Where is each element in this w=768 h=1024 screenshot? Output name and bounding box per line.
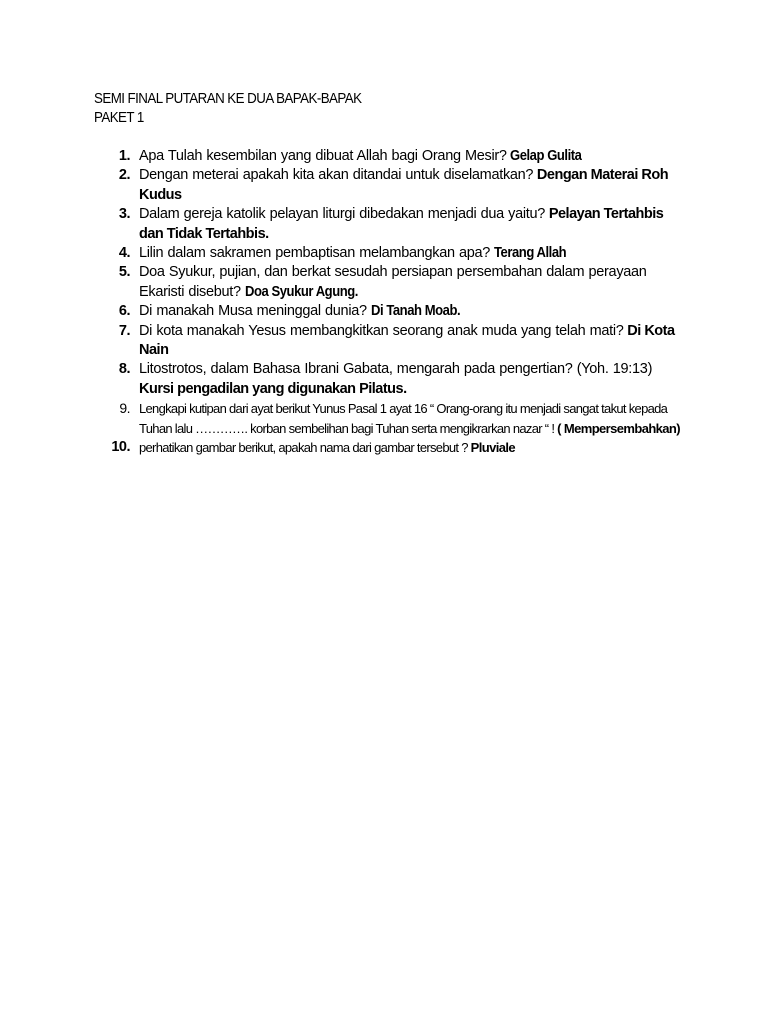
question-item-3 bbox=[106, 205, 686, 244]
question-item-5 bbox=[106, 263, 686, 302]
question-text: perhatikan gambar berikut, apakah nama dari gambar tersebut ? bbox=[139, 440, 468, 456]
question-number: 5. bbox=[118, 264, 130, 281]
answer-text: Di Tanah Moab. bbox=[370, 303, 460, 320]
answer-text: ( Mempersembahkan) bbox=[557, 420, 681, 436]
question-number: 10. bbox=[111, 439, 130, 456]
question-item-8 bbox=[106, 360, 686, 399]
answer-text: Terang Allah bbox=[493, 245, 566, 262]
question-text: Lilin dalam sakramen pembaptisan melambangkan apa? bbox=[139, 245, 491, 262]
question-item-2 bbox=[106, 166, 686, 205]
question-number: 8. bbox=[118, 361, 130, 378]
question-text: Dengan meterai apakah kita akan ditandai untuk diselamatkan? bbox=[139, 167, 534, 184]
question-text: Lengkapi kutipan dari ayat berikut Yunus Pasal 1 ayat 16 “ Orang-orang itu menjadi sangat takut kepada Tuhan lalu …………. korban sembelihan bagi Tuhan serta mengikrarkan nazar “ ! bbox=[139, 401, 668, 436]
question-item-1 bbox=[106, 147, 686, 166]
answer-text: Gelap Gulita bbox=[510, 148, 582, 164]
question-number: 1. bbox=[118, 148, 130, 164]
question-number: 6. bbox=[118, 303, 130, 320]
document-header bbox=[94, 90, 646, 128]
question-number: 2. bbox=[118, 167, 130, 184]
question-text: Doa Syukur, pujian, dan berkat sesudah persiapan persembahan dalam perayaan Ekaristi disebut? bbox=[139, 264, 647, 300]
question-item-4 bbox=[106, 244, 686, 263]
question-number: 3. bbox=[118, 206, 130, 223]
question-item-6 bbox=[106, 302, 686, 321]
answer-text: Di Kota Nain bbox=[139, 322, 675, 359]
question-number: 4. bbox=[118, 245, 130, 262]
answer-text: Pluviale bbox=[470, 440, 516, 456]
question-text: Litostrotos, dalam Bahasa Ibrani Gabata, mengarah pada pengertian? (Yoh. 19:13) bbox=[139, 361, 653, 378]
question-text: Apa Tulah kesembilan yang dibuat Allah bagi Orang Mesir? bbox=[139, 148, 507, 164]
answer-text: Doa Syukur Agung. bbox=[244, 283, 358, 300]
question-item-7 bbox=[106, 322, 686, 361]
answer-text: Dengan Materai Roh Kudus bbox=[139, 167, 669, 203]
question-item-10 bbox=[106, 438, 686, 458]
question-text: Di kota manakah Yesus membangkitkan seorang anak muda yang telah mati? bbox=[139, 322, 624, 339]
question-item-9 bbox=[106, 399, 686, 438]
question-number: 9. bbox=[119, 400, 130, 417]
document-title: SEMI FINAL PUTARAN KE DUA BAPAK-BAPAK bbox=[94, 91, 362, 107]
question-number: 7. bbox=[118, 322, 130, 339]
answer-text: Kursi pengadilan yang digunakan Pilatus. bbox=[139, 380, 407, 397]
question-text: Dalam gereja katolik pelayan liturgi dibedakan menjadi dua yaitu? bbox=[139, 206, 546, 223]
question-list bbox=[106, 147, 686, 458]
question-text: Di manakah Musa meninggal dunia? bbox=[139, 303, 367, 320]
answer-text: Pelayan Tertahbis dan Tidak Tertahbis. bbox=[139, 206, 664, 242]
document-subtitle: PAKET 1 bbox=[94, 110, 144, 126]
